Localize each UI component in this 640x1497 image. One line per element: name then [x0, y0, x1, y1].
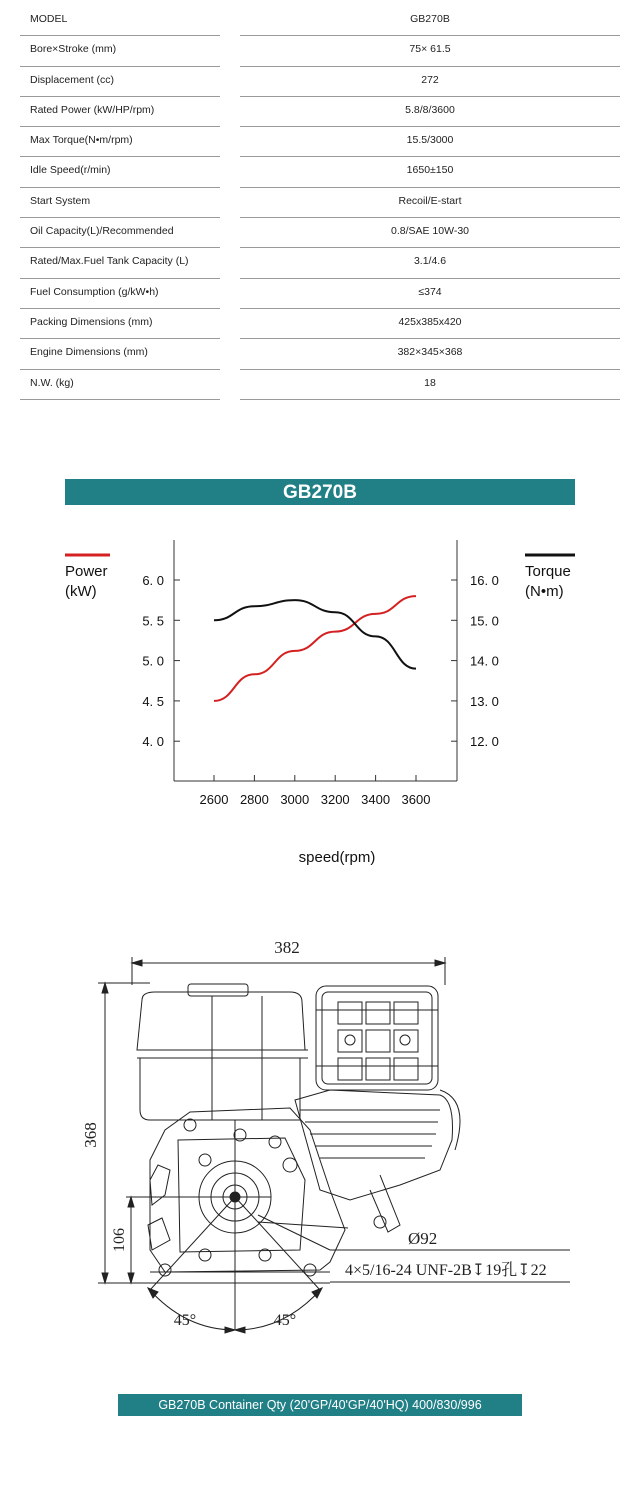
x-tick-label: 3600 — [401, 792, 431, 807]
spec-row — [20, 97, 620, 127]
spec-value: 425x385x420 — [398, 315, 462, 328]
y-left-tick-label: 4. 5 — [142, 693, 164, 709]
container-qty-bar: GB270B Container Qty (20'GP/40'GP/40'HQ) 400/830/996 — [118, 1394, 522, 1416]
spec-row — [20, 188, 620, 218]
spec-row — [20, 370, 620, 400]
shaft-height-dimension: 106 — [111, 1228, 128, 1252]
spec-label: Idle Speed(r/min) — [30, 164, 111, 177]
spec-divider — [240, 399, 620, 400]
spec-value: 18 — [424, 376, 436, 389]
spec-row — [20, 127, 620, 157]
spec-row — [20, 36, 620, 66]
height-dimension: 368 — [81, 1122, 100, 1148]
spec-value: 272 — [421, 73, 439, 86]
angle-left: 45° — [173, 1312, 197, 1329]
spec-label: Fuel Consumption (g/kW•h) — [30, 285, 159, 298]
spec-value: Recoil/E-start — [398, 194, 462, 207]
width-dimension: 382 — [274, 938, 300, 957]
spec-value: GB270B — [410, 13, 450, 25]
spec-label: N.W. (kg) — [30, 376, 74, 389]
spec-label: Rated Power (kW/HP/rpm) — [30, 103, 155, 116]
y-right-tick-label: 13. 0 — [470, 693, 499, 709]
power-legend-unit: (kW) — [65, 583, 97, 600]
shaft-bore-dimension: Ø92 — [408, 1229, 438, 1248]
spec-value: 1650±150 — [406, 164, 454, 177]
x-tick-label: 3000 — [280, 792, 310, 807]
spec-label: MODEL — [30, 13, 68, 25]
spec-row — [20, 218, 620, 248]
spec-value: 5.8/8/3600 — [405, 103, 455, 116]
spec-label: Max Torque(N•m/rpm) — [30, 134, 133, 147]
y-right-tick-label: 12. 0 — [470, 734, 499, 750]
torque-legend-label: Torque — [525, 563, 571, 580]
performance-chart — [0, 530, 640, 875]
y-right-tick-label: 15. 0 — [470, 613, 499, 629]
y-left-tick-label: 5. 5 — [142, 613, 164, 629]
spec-row — [20, 339, 620, 369]
x-tick-label: 3400 — [361, 792, 391, 807]
spec-row — [20, 279, 620, 309]
spec-label: Engine Dimensions (mm) — [30, 346, 148, 359]
spec-value: ≤374 — [418, 285, 442, 298]
y-left-tick-label: 5. 0 — [142, 653, 164, 669]
power-legend-label: Power — [65, 563, 108, 580]
x-tick-label: 2800 — [239, 792, 269, 807]
y-left-tick-label: 6. 0 — [142, 573, 164, 588]
x-tick-label: 2600 — [199, 792, 229, 807]
power-series-line — [214, 596, 416, 701]
spec-label: Start System — [30, 194, 91, 207]
thread-spec: 4×5/16-24 UNF-2B↧19孔↧22 — [345, 1262, 547, 1279]
spec-label: Rated/Max.Fuel Tank Capacity (L) — [30, 255, 189, 268]
spec-label: Oil Capacity(L)/Recommended — [30, 225, 174, 238]
engine-dimension-drawing — [0, 920, 640, 1340]
y-left-tick-label: 4. 0 — [142, 734, 164, 750]
spec-label: Packing Dimensions (mm) — [30, 315, 153, 328]
torque-legend-unit: (N•m) — [525, 583, 564, 600]
spec-value: 3.1/4.6 — [413, 255, 447, 268]
torque-series-line — [214, 600, 416, 669]
spec-table — [20, 6, 620, 400]
spec-value: 382×345×368 — [397, 346, 463, 359]
spec-row — [20, 67, 620, 97]
spec-divider — [20, 399, 220, 400]
chart-title-banner: GB270B — [65, 479, 575, 505]
angle-right: 45° — [273, 1312, 297, 1329]
spec-row — [20, 248, 620, 278]
spec-row — [20, 6, 620, 36]
spec-label: Bore×Stroke (mm) — [30, 43, 117, 56]
spec-value: 0.8/SAE 10W-30 — [390, 225, 470, 238]
y-right-tick-label: 14. 0 — [470, 653, 499, 669]
x-tick-label: 3200 — [320, 792, 350, 807]
spec-row — [20, 157, 620, 187]
x-axis-label: speed(rpm) — [298, 849, 376, 866]
spec-row — [20, 309, 620, 339]
y-right-tick-label: 16. 0 — [470, 573, 499, 588]
spec-value: 75× 61.5 — [409, 43, 451, 56]
spec-label: Displacement (cc) — [30, 73, 115, 86]
spec-value: 15.5/3000 — [406, 134, 454, 147]
